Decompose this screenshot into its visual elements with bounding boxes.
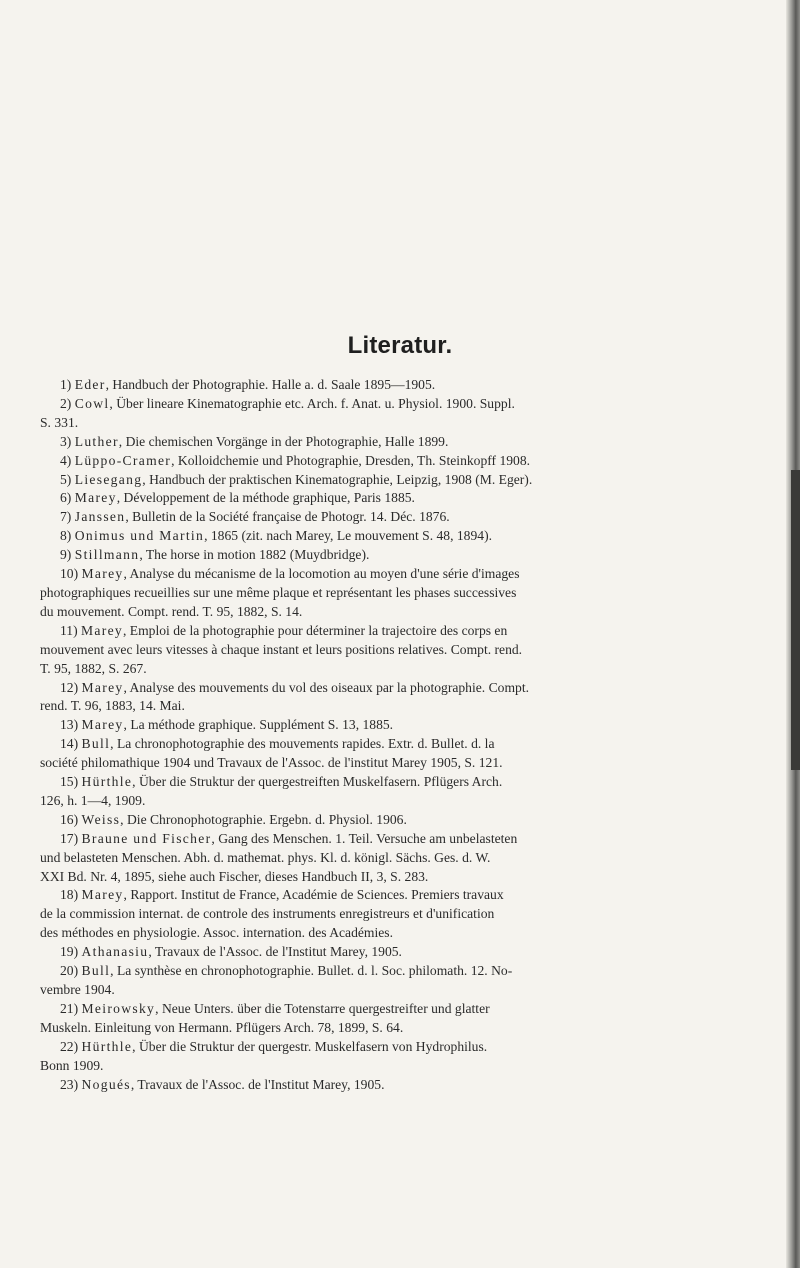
reference-author: Marey [74,490,117,506]
reference-line-first [40,1000,785,1019]
reference-author: Onimus und Martin [74,528,205,544]
reference-text: , La chronophotographie des mouvements rapides. Extr. d. Bullet. d. la [110,736,495,752]
reference-line-first [40,489,785,508]
reference-text: , Analyse des mouvements du vol des oiseaux par la photographie. Compt. [123,679,529,695]
page-title: Literatur. [347,332,453,359]
reference-entry [40,376,785,395]
reference-entry [40,679,785,717]
reference-text: , Rapport. Institut de France, Académie de Sciences. Premiers travaux [123,887,504,903]
reference-line-first [40,622,785,641]
reference-text: , Neue Unters. über die Totenstarre quergestreifter und glatter [155,1000,490,1016]
reference-text: , Travaux de l'Assoc. de l'Institut Marey, 1905. [148,944,402,960]
reference-text: de la commission internat. de controle des instruments enregistreurs et d'unification [40,906,495,922]
reference-author: Lüppo-Cramer [74,452,172,468]
reference-line-continued [40,660,785,679]
reference-entry [40,452,785,471]
reference-number: 10) [60,566,82,582]
reference-line-first [40,735,785,754]
reference-author: Marey [81,679,124,695]
reference-line-continued [40,414,785,433]
reference-author: Marey [81,622,123,638]
reference-text: , Die chemischen Vorgänge in der Photographie, Halle 1899. [118,433,449,449]
reference-line-first [40,508,785,527]
reference-entry [40,811,785,830]
reference-entry [40,1076,785,1095]
reference-number: 3) [60,433,75,449]
reference-author: Bull [81,736,111,752]
reference-author: Meirowsky [81,1000,156,1016]
reference-list [40,376,785,1094]
reference-author: Eder [74,377,106,392]
reference-line-first [40,943,785,962]
reference-text: , Analyse du mécanisme de la locomotion au moyen d'une série d'images [123,566,520,582]
reference-author: Marey [81,887,124,903]
reference-line-continued [40,849,785,868]
reference-line-first [40,811,785,830]
reference-entry [40,773,785,811]
reference-number: 6) [60,490,75,506]
reference-line-continued [40,641,785,660]
reference-line-continued [40,754,785,773]
reference-author: Hürthle [81,1038,133,1054]
reference-entry [40,527,785,546]
reference-author: Bull [81,963,111,979]
reference-number: 22) [60,1038,82,1054]
page-edge-binding [791,470,800,770]
reference-text: S. 331. [40,414,79,430]
reference-number: 9) [60,547,75,563]
reference-line-first [40,773,785,792]
reference-entry [40,886,785,943]
reference-number: 8) [60,528,75,544]
reference-number: 1) [60,377,75,392]
reference-text: , Über die Struktur der quergestr. Muskelfasern von Hydrophilus. [132,1038,488,1054]
reference-author: Braune und Fischer [81,830,212,846]
reference-entry [40,508,785,527]
reference-entry [40,943,785,962]
reference-author: Marey [81,566,124,582]
reference-text: , Über lineare Kinematographie etc. Arch. f. Anat. u. Physiol. 1900. Suppl. [109,395,515,411]
reference-number: 2) [60,395,75,411]
reference-entry [40,1038,785,1076]
reference-entry [40,962,785,1000]
reference-line-first [40,716,785,735]
reference-author: Cowl [74,395,110,411]
reference-number: 21) [60,1000,82,1016]
reference-entry [40,735,785,773]
reference-line-first [40,376,785,395]
reference-text: , Handbuch der Photographie. Halle a. d. Saale 1895—1905. [105,377,436,392]
reference-author: Athanasiu [81,944,149,960]
reference-line-continued [40,1019,785,1038]
reference-number: 15) [60,774,82,790]
reference-entry [40,622,785,679]
reference-number: 4) [60,452,75,468]
reference-number: 23) [60,1076,82,1092]
reference-entry [40,1000,785,1038]
reference-text: , Bulletin de la Société française de Photogr. 14. Déc. 1876. [125,509,450,525]
reference-line-first [40,1038,785,1057]
reference-text: , La synthèse en chronophotographie. Bullet. d. l. Soc. philomath. 12. No- [110,963,513,979]
reference-text: , Handbuch der praktischen Kinematographie, Leipzig, 1908 (M. Eger). [142,471,533,487]
reference-entry [40,716,785,735]
reference-entry [40,471,785,490]
reference-text: mouvement avec leurs vitesses à chaque instant et leurs positions relatives. Compt. rend. [40,641,523,657]
reference-author: Luther [74,433,119,449]
reference-number: 11) [60,622,82,638]
reference-entry [40,433,785,452]
reference-number: 20) [60,963,82,979]
reference-text: , The horse in motion 1882 (Muydbridge). [139,547,370,563]
reference-line-first [40,1076,785,1095]
reference-line-first [40,452,785,471]
reference-entry [40,565,785,622]
reference-text: , La méthode graphique. Supplément S. 13, 1885. [123,717,394,733]
reference-entry [40,546,785,565]
reference-author: Liesegang [74,471,143,487]
reference-number: 16) [60,811,82,827]
reference-line-continued [40,1057,785,1076]
reference-entry [40,489,785,508]
reference-number: 17) [60,830,82,846]
reference-number: 5) [60,471,75,487]
reference-text: Muskeln. Einleitung von Hermann. Pflügers Arch. 78, 1899, S. 64. [40,1019,404,1035]
reference-entry [40,395,785,433]
reference-text: Bonn 1909. [40,1057,104,1073]
reference-text: T. 95, 1882, S. 267. [40,660,147,676]
reference-text: , Kolloidchemie und Photographie, Dresden, Th. Steinkopff 1908. [171,452,531,468]
reference-line-first [40,962,785,981]
reference-number: 18) [60,887,82,903]
reference-author: Weiss [81,811,121,827]
reference-text: des méthodes en physiologie. Assoc. internation. des Académies. [40,925,393,941]
reference-number: 13) [60,717,82,733]
reference-text: , Emploi de la photographie pour déterminer la trajectoire des corps en [123,622,508,638]
reference-text: , Gang des Menschen. 1. Teil. Versuche am unbelasteten [211,830,518,846]
reference-line-continued [40,697,785,716]
reference-number: 19) [60,944,82,960]
reference-entry [40,830,785,887]
reference-number: 14) [60,736,82,752]
reference-number: 12) [60,679,82,695]
reference-line-continued [40,603,785,622]
reference-text: vembre 1904. [40,982,115,997]
reference-author: Hürthle [81,774,133,790]
reference-line-first [40,679,785,698]
reference-line-first [40,546,785,565]
reference-text: , 1865 (zit. nach Marey, Le mouvement S. 48, 1894). [204,528,492,544]
reference-text: rend. T. 96, 1883, 14. Mai. [40,698,185,714]
reference-text: photographiques recueillies sur une même plaque et représentant les phases successives [40,584,517,600]
reference-line-first [40,886,785,905]
reference-line-first [40,471,785,490]
reference-text: 126, h. 1—4, 1909. [40,792,146,808]
reference-text: , Die Chronophotographie. Ergebn. d. Physiol. 1906. [120,811,407,827]
reference-number: 7) [60,509,75,525]
reference-text: und belasteten Menschen. Abh. d. mathemat. phys. Kl. d. königl. Sächs. Ges. d. W. [40,849,491,865]
reference-text: XXI Bd. Nr. 4, 1895, siehe auch Fischer, dieses Handbuch II, 3, S. 283. [40,868,429,884]
reference-author: Nogués [81,1076,131,1092]
reference-line-continued [40,981,785,1000]
reference-text: , Développement de la méthode graphique, Paris 1885. [116,490,415,506]
reference-text: , Über die Struktur der quergestreiften Muskelfasern. Pflügers Arch. [132,774,503,790]
reference-author: Stillmann [74,547,140,563]
reference-text: , Travaux de l'Assoc. de l'Institut Marey, 1905. [130,1076,385,1092]
reference-line-continued [40,584,785,603]
reference-line-first [40,527,785,546]
reference-author: Marey [81,717,124,733]
reference-line-first [40,433,785,452]
reference-text: du mouvement. Compt. rend. T. 95, 1882, S. 14. [40,603,303,619]
reference-line-first [40,830,785,849]
reference-line-first [40,395,785,414]
reference-line-continued [40,924,785,943]
reference-line-first [40,565,785,584]
reference-text: société philomathique 1904 und Travaux de l'Assoc. de l'institut Marey 1905, S. 121. [40,755,503,771]
reference-line-continued [40,868,785,887]
reference-line-continued [40,905,785,924]
reference-author: Janssen [74,509,126,525]
reference-line-continued [40,792,785,811]
